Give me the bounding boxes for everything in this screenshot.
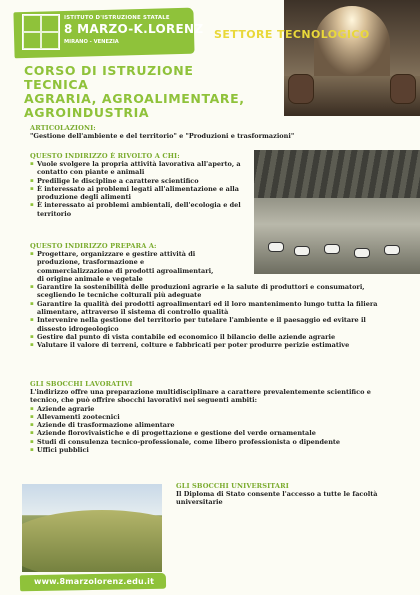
list-item: ▪ Predilige le discipline a carattere scientifico bbox=[30, 177, 248, 185]
articolazioni-heading: ARTICOLAZIONI: bbox=[30, 124, 96, 132]
rivolto-heading: QUESTO INDIRIZZO È RIVOLTO A CHI: bbox=[30, 152, 180, 160]
title-line3: AGROINDUSTRIA bbox=[24, 105, 150, 120]
universitari-heading: GLI SBOCCHI UNIVERSITARI bbox=[176, 482, 289, 490]
barrel bbox=[390, 74, 416, 104]
school-name: 8 MARZO-K.LORENZ bbox=[64, 22, 204, 36]
page-title bbox=[24, 64, 254, 120]
list-item: ▪ Intervenire nella gestione del territorio per tutelare l'ambiente e il paesaggio ed evitare il dissesto idrogeologico bbox=[30, 316, 390, 333]
school-location: MIRANO - VENEZIA bbox=[64, 39, 119, 45]
website-link[interactable]: www.8marzolorenz.edu.it bbox=[34, 577, 155, 586]
lavorativi-section bbox=[30, 380, 390, 454]
school-line1: ISTITUTO D'ISTRUZIONE STATALE bbox=[64, 15, 170, 21]
wine-cellar-photo bbox=[284, 0, 420, 116]
list-item: ▪ Aziende di trasformazione alimentare bbox=[30, 421, 390, 429]
school-logo-icon bbox=[22, 14, 60, 50]
lavorativi-intro: L'indirizzo offre una preparazione multidisciplinare a carattere prevalentemente scientifico e tecnico, che può offrire sbocchi lavorativi nei seguenti ambiti: bbox=[30, 388, 371, 405]
universitari-text: Il Diploma di Stato consente l'accesso a tutte le facoltà universitarie bbox=[176, 490, 378, 507]
list-item: ▪ Aziende florovivaistiche e di progettazione e gestione del verde ornamentale bbox=[30, 429, 390, 437]
list-item: ▪ Vuole svolgere la propria attività lavorativa all'aperto, a contatto con piante e animali bbox=[30, 160, 248, 177]
settore-label: SETTORE TECNOLOGICO bbox=[214, 28, 370, 41]
prepara-heading: QUESTO INDIRIZZO PREPARA A: bbox=[30, 242, 157, 250]
universitari-section bbox=[176, 482, 396, 507]
list-item: ▪ Studi di consulenza tecnico-professionale, come libero professionista o dipendente bbox=[30, 438, 390, 446]
lavorativi-list bbox=[30, 405, 390, 455]
list-item: ▪ Allevamenti zootecnici bbox=[30, 413, 390, 421]
field-hill bbox=[22, 510, 162, 572]
barrel bbox=[288, 74, 314, 104]
list-item: ▪ Garantire la qualità dei prodotti agroalimentari ed il loro mantenimento lungo tutta la filiera alimentare, attraverso il sistema di controllo qualità bbox=[30, 300, 390, 317]
cellar-arch bbox=[314, 6, 390, 76]
articolazioni-text: "Gestione dell'ambiente e del territorio" e "Produzioni e trasformazioni" bbox=[30, 132, 295, 140]
rivolto-list bbox=[30, 160, 248, 218]
prepara-section bbox=[30, 242, 390, 350]
prepara-list bbox=[30, 250, 390, 350]
list-item: ▪ Gestire dal punto di vista contabile ed economico il bilancio delle aziende agrarie bbox=[30, 333, 390, 341]
barn-roof bbox=[254, 150, 420, 198]
title-line1: CORSO DI ISTRUZIONE TECNICA bbox=[24, 63, 194, 92]
list-item: ▪ Progettare, organizzare e gestire attività di produzione, trasformazione e commercializzazione di prodotti agroalimentari, di origine animale e vegetale bbox=[30, 250, 218, 283]
list-item: ▪ È interessato ai problemi ambientali, dell'ecologia e del territorio bbox=[30, 201, 248, 218]
list-item: ▪ È interessato ai problemi legati all'alimentazione e alla produzione degli alimenti bbox=[30, 185, 248, 202]
lavorativi-heading: GLI SBOCCHI LAVORATIVI bbox=[30, 380, 133, 388]
rivolto-section bbox=[30, 152, 248, 218]
articolazioni-section bbox=[30, 124, 330, 140]
list-item: ▪ Garantire la sostenibilità delle produzioni agrarie e la salute di produttori e consumatori, scegliendo le tecniche colturali più adeguate bbox=[30, 283, 390, 300]
list-item: ▪ Uffici pubblici bbox=[30, 446, 390, 454]
title-line2: AGRARIA, AGROALIMENTARE, bbox=[24, 91, 245, 106]
list-item: ▪ Aziende agrarie bbox=[30, 405, 390, 413]
countryside-photo bbox=[22, 484, 162, 572]
list-item: ▪ Valutare il valore di terreni, colture e fabbricati per poter produrre perizie estimative bbox=[30, 341, 390, 349]
